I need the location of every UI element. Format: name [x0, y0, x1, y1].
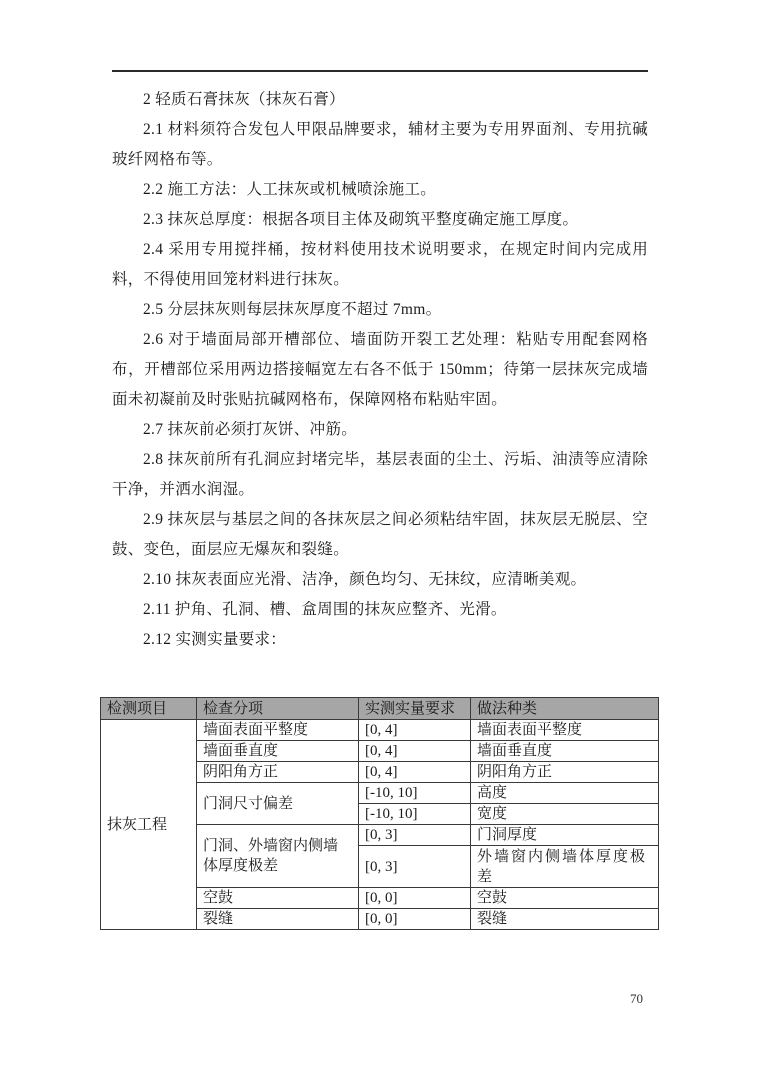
table-cell-item: 阴阳角方正 — [197, 762, 359, 783]
table-cell-method: 裂缝 — [471, 909, 659, 930]
table-cell-item: 门洞、外墙窗内侧墙体厚度极差 — [197, 825, 359, 888]
paragraph-2-3: 2.3 抹灰总厚度：根据各项目主体及砌筑平整度确定施工厚度。 — [143, 211, 579, 228]
paragraph-2-4: 2.4 采用专用搅拌桶，按材料使用技术说明要求，在规定时间内完成用料，不得使用回笼材料进行抹灰。 — [112, 241, 648, 288]
table-cell-method: 高度 — [471, 783, 659, 804]
table-cell-method: 外墙窗内侧墙体厚度极差 — [471, 846, 659, 888]
paragraph-2-2: 2.2 施工方法：人工抹灰或机械喷涂施工。 — [143, 181, 437, 198]
table-cell-method: 宽度 — [471, 804, 659, 825]
table-header-row — [101, 698, 659, 720]
paragraph-2-5: 2.5 分层抹灰则每层抹灰厚度不超过 7mm。 — [143, 301, 442, 318]
table-cell-requirement: [0, 4] — [359, 720, 471, 741]
paragraph-2-1: 2.1 材料须符合发包人甲限品牌要求，辅材主要为专用界面剂、专用抗碱玻纤网格布等。 — [112, 121, 648, 168]
table-cell-item: 墙面表面平整度 — [197, 720, 359, 741]
paragraph-2-7: 2.7 抹灰前必须打灰饼、冲筋。 — [143, 421, 358, 438]
table-cell-method: 门洞厚度 — [471, 825, 659, 846]
paragraph-2-12: 2.12 实测实量要求： — [143, 631, 287, 648]
table-cell-requirement: [0, 3] — [359, 825, 471, 846]
table-cell-requirement: [0, 0] — [359, 909, 471, 930]
table-cell-item: 空鼓 — [197, 888, 359, 909]
paragraph-2-6: 2.6 对于墙面局部开槽部位、墙面防开裂工艺处理：粘贴专用配套网格布，开槽部位采用两边搭接幅宽左右各不低于 150mm；待第一层抹灰完成墙面未初凝前及时张贴抗碱网格布，保障网格布粘贴牢固。 — [112, 331, 648, 408]
table-cell-requirement: [0, 3] — [359, 846, 471, 888]
paragraph-2-11: 2.11 护角、孔洞、槽、盒周围的抹灰应整齐、光滑。 — [143, 601, 507, 618]
table-cell-requirement: [0, 0] — [359, 888, 471, 909]
measurement-requirements-table — [100, 697, 659, 930]
body-text — [112, 85, 648, 655]
table-row — [101, 720, 659, 741]
table-cell-method: 空鼓 — [471, 888, 659, 909]
table-header-method-type: 做法种类 — [471, 698, 659, 720]
table-cell-requirement: [-10, 10] — [359, 783, 471, 804]
table-header-measurement-requirement: 实测实量要求 — [359, 698, 471, 720]
paragraph-2-8: 2.8 抹灰前所有孔洞应封堵完毕，基层表面的尘土、污垢、油渍等应清除干净，并洒水润湿。 — [112, 451, 648, 498]
table-cell-requirement: [0, 4] — [359, 741, 471, 762]
paragraph-2-9: 2.9 抹灰层与基层之间的各抹灰层之间必须粘结牢固，抹灰层无脱层、空鼓、变色，面层应无爆灰和裂缝。 — [112, 511, 648, 558]
table-cell-method: 墙面表面平整度 — [471, 720, 659, 741]
header-divider-rule — [112, 70, 648, 72]
table-cell-requirement: [0, 4] — [359, 762, 471, 783]
table-header-check-subitem: 检查分项 — [197, 698, 359, 720]
table-cell-requirement: [-10, 10] — [359, 804, 471, 825]
paragraph-2-10: 2.10 抹灰表面应光滑、洁净，颜色均匀、无抹纹，应清晰美观。 — [143, 571, 587, 588]
page-number: 70 — [630, 991, 643, 1006]
table-header-inspection-item: 检测项目 — [101, 698, 197, 720]
table-cell-method: 墙面垂直度 — [471, 741, 659, 762]
table-cell-item: 墙面垂直度 — [197, 741, 359, 762]
table-cell-item: 门洞尺寸偏差 — [197, 783, 359, 825]
paragraph-section-title: 2 轻质石膏抹灰（抹灰石膏） — [143, 91, 345, 108]
table-cell-group-label: 抹灰工程 — [101, 720, 197, 930]
table-cell-item: 裂缝 — [197, 909, 359, 930]
table-cell-method: 阴阳角方正 — [471, 762, 659, 783]
